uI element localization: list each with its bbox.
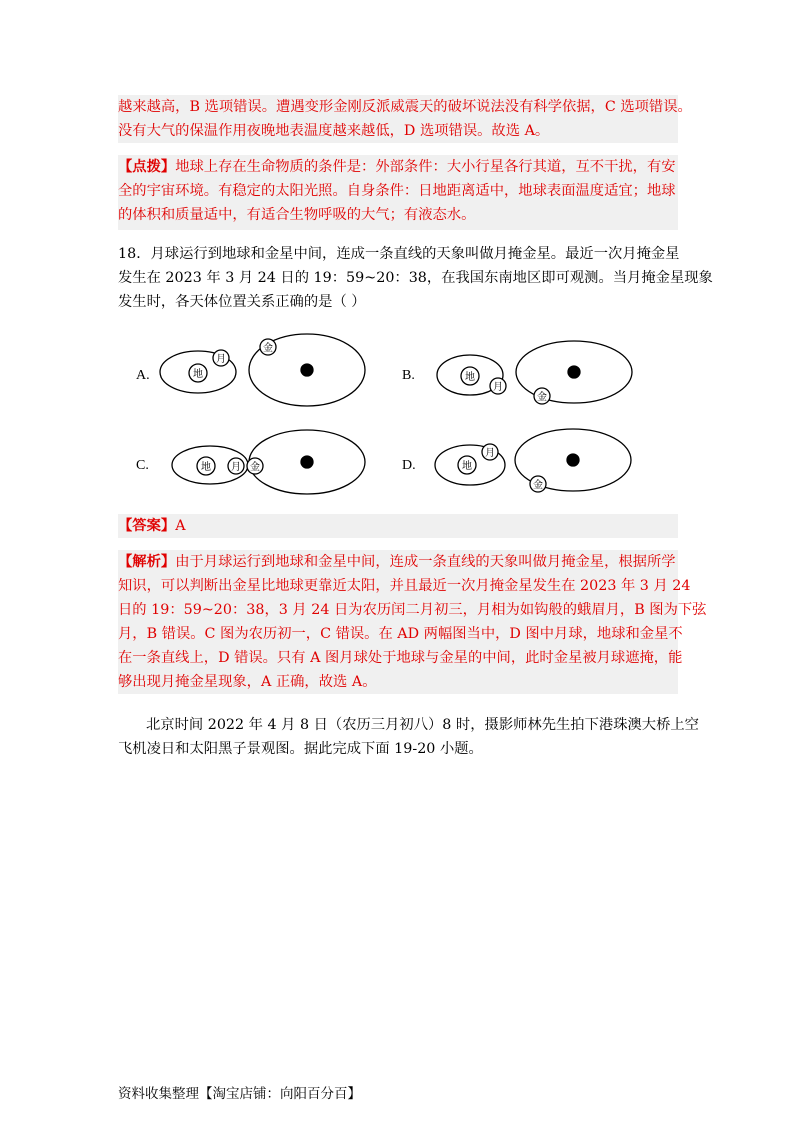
question-line: 发生在 2023 年 3 月 24 日的 19：59~20：38，在我国东南地区即可观测。当月掩金星现象 — [118, 270, 713, 286]
tip-text: 地球上存在生命物质的条件是：外部条件：大小行星各行其道，互不干扰，有安 — [175, 159, 676, 175]
earth-label: 地 — [462, 461, 472, 472]
text-line: 北京时间 2022 年 4 月 8 日（农历三月初八）8 时，摄影师林先生拍下港珠澳大桥上空 — [146, 717, 699, 733]
earth-label: 地 — [201, 462, 211, 473]
footer-source: 资料收集整理【淘宝店铺：向阳百分百】 — [118, 1086, 361, 1102]
analysis-label: 【解析】 — [118, 554, 176, 570]
text-line: 够出现月掩金星现象，A 正确，故选 A。 — [118, 674, 377, 690]
text-line: 的体积和质量适中，有适合生物呼吸的大气；有液态水。 — [118, 207, 476, 223]
text-line: 在一条直线上，D 错误。只有 A 图月球处于地球与金星的中间，此时金星被月球遮掩，能 — [118, 650, 683, 666]
option-d-label: D. — [402, 458, 416, 473]
earth-label: 地 — [465, 372, 475, 383]
option-c-label: C. — [136, 458, 149, 473]
text-line: 全的宇宙环境。有稳定的太阳光照。自身条件：日地距离适中，地球表面温度适宜；地球 — [118, 183, 676, 199]
sun-icon — [567, 454, 579, 466]
sun-icon — [301, 364, 313, 376]
venus-label: 金 — [537, 392, 547, 403]
moon-label: 月 — [493, 382, 503, 393]
tip-label: 【点拨】 — [118, 159, 176, 175]
answer-block — [118, 514, 678, 538]
sun-icon — [301, 456, 313, 468]
text-line: 没有大气的保温作用夜晚地表温度越来越低，D 选项错误。故选 A。 — [118, 123, 550, 139]
question-line: 18．月球运行到地球和金星中间，连成一条直线的天象叫做月掩金星。最近一次月掩金星 — [118, 246, 680, 262]
analysis-text: 由于月球运行到地球和金星中间，连成一条直线的天象叫做月掩金星，根据所学 — [175, 554, 676, 570]
earth-label: 地 — [193, 369, 203, 380]
answer-label: 【答案】 — [118, 518, 176, 534]
analysis-block — [118, 550, 707, 694]
moon-label: 月 — [485, 448, 495, 459]
text-line: 日的 19：59~20：38，3 月 24 日为农历闰二月初三，月相为如钩般的蛾眉月，B 图为下弦 — [118, 602, 707, 618]
venus-label: 金 — [250, 462, 260, 473]
text-line: 越来越高，B 选项错误。遭遇变形金刚反派威震天的破坏说法没有科学依据，C 选项错误。 — [118, 99, 692, 115]
option-a-label: A. — [136, 368, 150, 383]
answer-value: A — [175, 518, 186, 534]
next-question-intro — [118, 713, 699, 761]
option-b-label: B. — [402, 368, 415, 383]
sun-icon — [568, 366, 580, 378]
option-diagrams — [0, 0, 800, 520]
moon-label: 月 — [216, 354, 226, 365]
venus-label: 金 — [533, 480, 543, 491]
moon-label: 月 — [231, 462, 241, 473]
venus-label: 金 — [263, 343, 273, 354]
text-line: 月，B 错误。C 图为农历初一，C 错误。在 AD 两幅图当中，D 图中月球，地球和金星不 — [118, 626, 683, 642]
text-line: 知识，可以判断出金星比地球更靠近太阳，并且最近一次月掩金星发生在 2023 年 3 月 24 — [118, 578, 691, 594]
question-line: 发生时，各天体位置关系正确的是（ ） — [118, 294, 366, 310]
text-line: 飞机凌日和太阳黑子景观图。据此完成下面 19-20 小题。 — [118, 741, 483, 757]
